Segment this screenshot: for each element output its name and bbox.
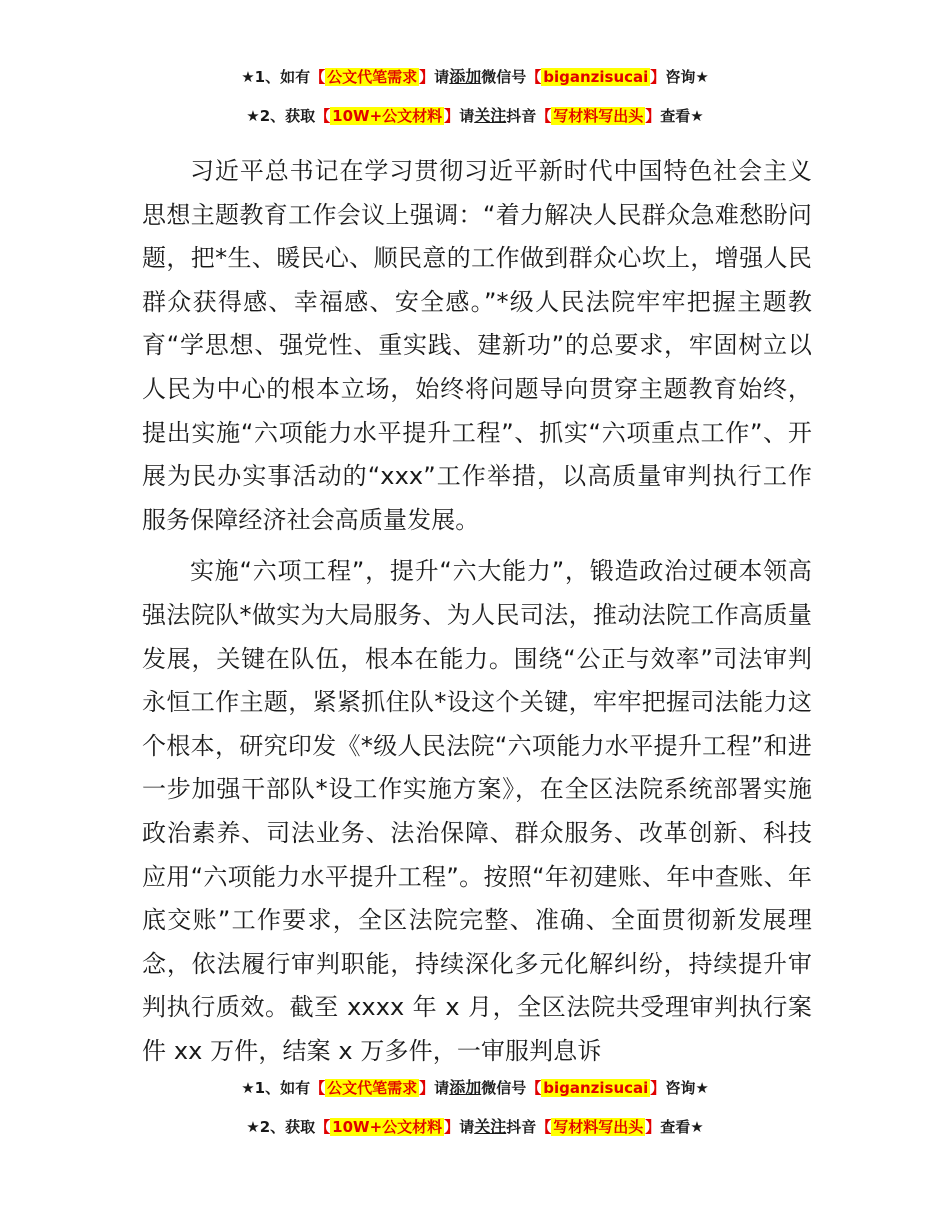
highlight-service: 公文代笔需求 [327,68,418,86]
highlight-materials: 10W+公文材料 [332,1118,443,1136]
document-body [142,150,812,1081]
footer-banner-line-2: ★2、获取【 10W+公文材料 】请关注抖音【 写材料写出头 】查看★ [246,1117,704,1136]
highlight-douyin-account: 写材料写出头 [553,107,644,125]
header-banner-line-1: ★1、如有【 公文代笔需求 】请添加微信号【 biganzisucai 】咨询★ [241,67,709,86]
highlight-douyin-account: 写材料写出头 [553,1118,644,1136]
highlight-service: 公文代笔需求 [327,1079,418,1097]
paragraph-1: 习近平总书记在学习贯彻习近平新时代中国特色社会主义思想主题教育工作会议上强调：“着力解决人民群众急难愁盼问题，把*生、暖民心、顺民意的工作做到群众心坎上，增强人民群众获得感、幸福感、安全感。”*级人民法院牢牢把握主题教育“学思想、强党性、重实践、建新功”的总要求，牢固树立以人民为中心的根本立场，始终将问题导向贯穿主题教育始终，提出实施“六项能力水平提升工程”、抓实“六项重点工作”、开展为民办实事活动的“xxx”工作举措，以高质量审判执行工作服务保障经济社会高质量发展。 [142,157,812,534]
paragraph-2: 实施“六项工程”，提升“六大能力”，锻造政治过硬本领高强法院队*做实为大局服务、为人民司法，推动法院工作高质量发展，关键在队伍，根本在能力。围绕“公正与效率”司法审判永恒工作主题，紧紧抓住队*设这个关键，牢牢把握司法能力这个根本，研究印发《*级人民法院“六项能力水平提升工程”和进一步加强干部队*设工作实施方案》，在全区法院系统部署实施政治素养、司法业务、法治保障、群众服务、改革创新、科技应用“六项能力水平提升工程”。按照“年初建账、年中查账、年底交账”工作要求，全区法院完整、准确、全面贯彻新发展理念，依法履行审判职能，持续深化多元化解纠纷，持续提升审判执行质效。截至 xxxx 年 x 月，全区法院共受理审判执行案件 xx 万件，结案 x 万多件，一审服判息诉 [142,557,812,1065]
highlight-materials: 10W+公文材料 [332,107,443,125]
footer-banner-line-1: ★1、如有【 公文代笔需求 】请添加微信号【 biganzisucai 】咨询★ [241,1078,709,1097]
highlight-wechat-id: biganzisucai [543,1079,649,1097]
highlight-wechat-id: biganzisucai [543,68,649,86]
header-banner-line-2: ★2、获取【 10W+公文材料 】请关注抖音【 写材料写出头 】查看★ [246,106,704,125]
